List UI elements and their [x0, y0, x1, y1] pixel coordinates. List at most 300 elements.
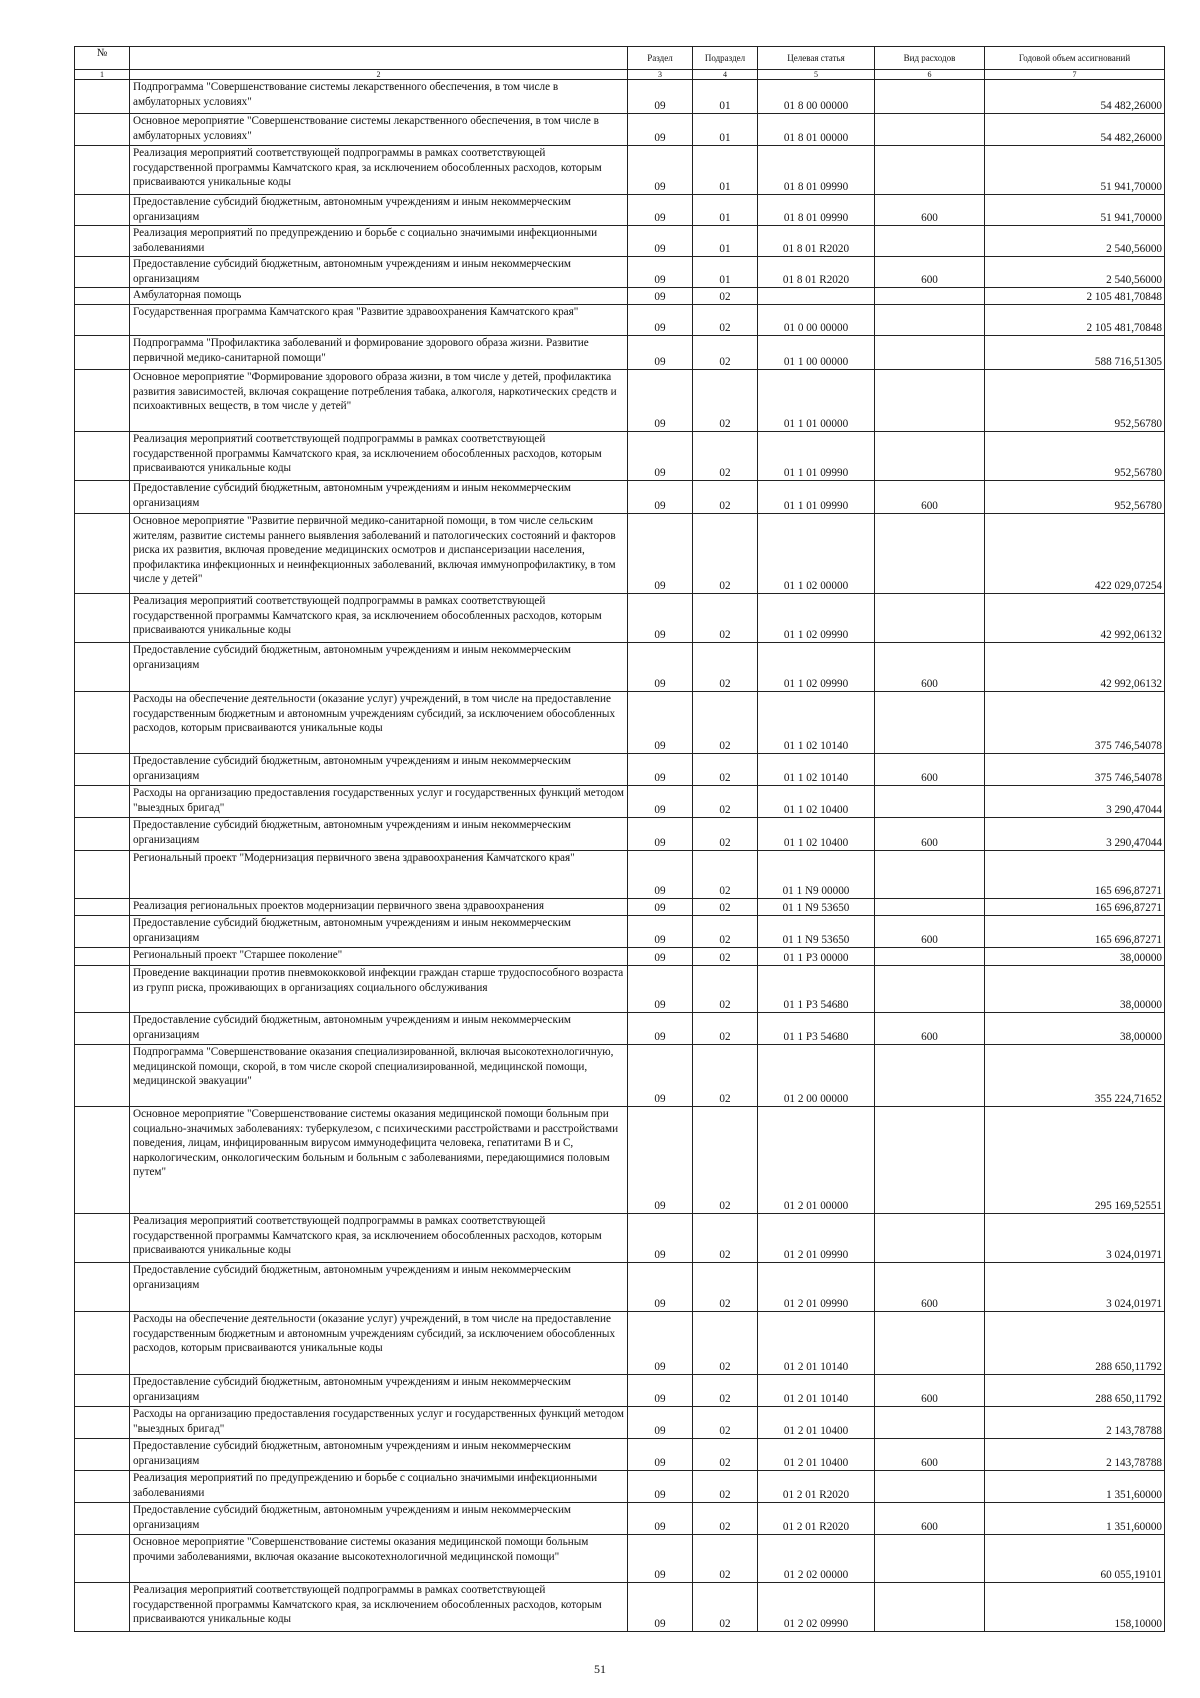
row-number-cell	[75, 899, 130, 916]
subsection-code: 02	[693, 692, 758, 754]
item-name: Подпрограмма "Совершенствование системы лекарственного обеспечения, в том числе в амбулаторных условиях"	[130, 80, 628, 114]
target-article-code: 01 2 01 10400	[758, 1439, 875, 1471]
table-row	[75, 514, 1165, 594]
row-number-cell	[75, 1535, 130, 1583]
expense-type-code	[875, 336, 985, 370]
amount-value: 51 941,70000	[985, 146, 1165, 195]
section-code: 09	[628, 1375, 693, 1407]
item-name: Предоставление субсидий бюджетным, автономным учреждениям и иным некоммерческим организациям	[130, 754, 628, 786]
item-name: Предоставление субсидий бюджетным, автономным учреждениям и иным некоммерческим организациям	[130, 1013, 628, 1045]
amount-value: 1 351,60000	[985, 1471, 1165, 1503]
row-number-cell	[75, 594, 130, 643]
target-article-code: 01 1 N9 53650	[758, 916, 875, 948]
section-code: 09	[628, 146, 693, 195]
row-number-cell	[75, 818, 130, 851]
expense-type-code	[875, 432, 985, 481]
subsection-code: 02	[693, 336, 758, 370]
row-number-cell	[75, 786, 130, 818]
subsection-code: 02	[693, 916, 758, 948]
table-row	[75, 1312, 1165, 1375]
item-name: Предоставление субсидий бюджетным, автономным учреждениям и иным некоммерческим организациям	[130, 1503, 628, 1535]
amount-value: 38,00000	[985, 1013, 1165, 1045]
section-code: 09	[628, 851, 693, 899]
column-number: 5	[758, 70, 875, 80]
column-number: 6	[875, 70, 985, 80]
item-name: Реализация региональных проектов модернизации первичного звена здравоохранения	[130, 899, 628, 916]
row-number-cell	[75, 114, 130, 146]
amount-value: 3 290,47044	[985, 818, 1165, 851]
subsection-code: 01	[693, 195, 758, 226]
table-row	[75, 432, 1165, 481]
column-number-row	[75, 70, 1165, 80]
table-row	[75, 1407, 1165, 1439]
expense-type-code: 600	[875, 1013, 985, 1045]
expense-type-code: 600	[875, 916, 985, 948]
item-name: Амбулаторная помощь	[130, 288, 628, 305]
row-number-cell	[75, 1407, 130, 1439]
target-article-code: 01 8 01 09990	[758, 195, 875, 226]
subsection-code: 02	[693, 754, 758, 786]
subsection-code: 02	[693, 1503, 758, 1535]
section-code: 09	[628, 1263, 693, 1312]
subsection-code: 02	[693, 594, 758, 643]
expense-type-code: 600	[875, 195, 985, 226]
subsection-code: 02	[693, 1214, 758, 1263]
table-row	[75, 692, 1165, 754]
amount-value: 288 650,11792	[985, 1375, 1165, 1407]
table-row	[75, 899, 1165, 916]
subsection-code: 02	[693, 786, 758, 818]
row-number-cell	[75, 916, 130, 948]
subsection-code: 01	[693, 257, 758, 288]
section-code: 09	[628, 80, 693, 114]
item-name: Подпрограмма "Профилактика заболеваний и формирование здорового образа жизни. Развитие первичной медико-санитарной помощи"	[130, 336, 628, 370]
amount-value: 355 224,71652	[985, 1045, 1165, 1107]
amount-value: 2 143,78788	[985, 1439, 1165, 1471]
item-name: Предоставление субсидий бюджетным, автономным учреждениям и иным некоммерческим организациям	[130, 1375, 628, 1407]
expense-type-code	[875, 899, 985, 916]
item-name: Предоставление субсидий бюджетным, автономным учреждениям и иным некоммерческим организациям	[130, 257, 628, 288]
row-number-cell	[75, 195, 130, 226]
row-number-cell	[75, 643, 130, 692]
item-name: Предоставление субсидий бюджетным, автономным учреждениям и иным некоммерческим организациям	[130, 643, 628, 692]
amount-value: 3 024,01971	[985, 1214, 1165, 1263]
amount-value: 295 169,52551	[985, 1107, 1165, 1214]
subsection-code: 02	[693, 1439, 758, 1471]
table-row	[75, 1013, 1165, 1045]
subsection-code: 02	[693, 1107, 758, 1214]
target-article-code: 01 1 02 00000	[758, 514, 875, 594]
table-row	[75, 1439, 1165, 1471]
item-name: Реализация мероприятий по предупреждению и борьбе с социально значимыми инфекционными заболеваниями	[130, 1471, 628, 1503]
expense-type-code: 600	[875, 1503, 985, 1535]
section-code: 09	[628, 305, 693, 336]
row-number-cell	[75, 146, 130, 195]
amount-value: 165 696,87271	[985, 899, 1165, 916]
expense-type-code	[875, 1214, 985, 1263]
expense-type-code	[875, 594, 985, 643]
table-row	[75, 226, 1165, 257]
table-row	[75, 594, 1165, 643]
expense-type-code	[875, 948, 985, 966]
item-name: Подпрограмма "Совершенствование оказания специализированной, включая высокотехнологичную, медицинской помощи, скорой, в том числе скорой специализированной, медицинской помощи, медицинской эвакуации"	[130, 1045, 628, 1107]
item-name: Реализация мероприятий соответствующей подпрограммы в рамках соответствующей государственной программы Камчатского края, за исключением обособленных расходов, которым присваиваются уникальные коды	[130, 1214, 628, 1263]
column-number: 4	[693, 70, 758, 80]
item-name: Основное мероприятие "Совершенствование системы лекарственного обеспечения, в том числе в амбулаторных условиях"	[130, 114, 628, 146]
section-code: 09	[628, 692, 693, 754]
amount-value: 54 482,26000	[985, 80, 1165, 114]
table-row	[75, 1535, 1165, 1583]
section-code: 09	[628, 1471, 693, 1503]
target-article-code: 01 1 02 10140	[758, 754, 875, 786]
target-article-code: 01 2 01 09990	[758, 1263, 875, 1312]
target-article-code: 01 1 P3 00000	[758, 948, 875, 966]
column-number: 1	[75, 70, 130, 80]
item-name: Расходы на обеспечение деятельности (оказание услуг) учреждений, в том числе на предоставление государственным бюджетным и автономным учреждениям субсидий, за исключением обособленных расходов, которым присваиваются уникальные коды	[130, 692, 628, 754]
expense-type-code	[875, 1583, 985, 1632]
table-row	[75, 370, 1165, 432]
row-number-cell	[75, 432, 130, 481]
table-row	[75, 851, 1165, 899]
amount-value: 42 992,06132	[985, 594, 1165, 643]
table-row	[75, 1214, 1165, 1263]
section-code: 09	[628, 514, 693, 594]
amount-value: 2 105 481,70848	[985, 288, 1165, 305]
name-column-header	[130, 47, 628, 70]
row-number-cell	[75, 370, 130, 432]
target-article-code: 01 2 01 09990	[758, 1214, 875, 1263]
expense-type-column-header: Вид расходов	[875, 47, 985, 70]
table-row	[75, 1471, 1165, 1503]
section-code: 09	[628, 257, 693, 288]
item-name: Региональный проект "Старшее поколение"	[130, 948, 628, 966]
table-row	[75, 1503, 1165, 1535]
target-article-code: 01 1 P3 54680	[758, 1013, 875, 1045]
target-article-code: 01 1 01 09990	[758, 432, 875, 481]
item-name: Предоставление субсидий бюджетным, автономным учреждениям и иным некоммерческим организациям	[130, 1439, 628, 1471]
expense-type-code: 600	[875, 643, 985, 692]
row-number-cell	[75, 1045, 130, 1107]
subsection-code: 01	[693, 80, 758, 114]
target-article-code: 01 1 P3 54680	[758, 966, 875, 1013]
amount-value: 375 746,54078	[985, 692, 1165, 754]
expense-type-code: 600	[875, 1375, 985, 1407]
subsection-code: 02	[693, 288, 758, 305]
table-row	[75, 195, 1165, 226]
amount-value: 422 029,07254	[985, 514, 1165, 594]
subsection-code: 02	[693, 851, 758, 899]
item-name: Реализация мероприятий соответствующей подпрограммы в рамках соответствующей государственной программы Камчатского края, за исключением обособленных расходов, которым присваиваются уникальные коды	[130, 594, 628, 643]
section-code: 09	[628, 786, 693, 818]
table-row	[75, 305, 1165, 336]
target-article-code: 01 2 00 00000	[758, 1045, 875, 1107]
column-number: 3	[628, 70, 693, 80]
section-code: 09	[628, 966, 693, 1013]
amount-value: 952,56780	[985, 432, 1165, 481]
item-name: Реализация мероприятий соответствующей подпрограммы в рамках соответствующей государственной программы Камчатского края, за исключением обособленных расходов, которым присваиваются уникальные коды	[130, 1583, 628, 1632]
expense-type-code	[875, 370, 985, 432]
item-name: Проведение вакцинации против пневмококковой инфекции граждан старше трудоспособного возраста из групп риска, проживающих в организациях социального обслуживания	[130, 966, 628, 1013]
section-code: 09	[628, 1583, 693, 1632]
subsection-code: 01	[693, 226, 758, 257]
expense-type-code	[875, 114, 985, 146]
section-code: 09	[628, 1013, 693, 1045]
page-number: 51	[594, 1662, 606, 1676]
amount-value: 165 696,87271	[985, 916, 1165, 948]
subsection-code: 02	[693, 1471, 758, 1503]
target-article-code: 01 1 N9 53650	[758, 899, 875, 916]
item-name: Региональный проект "Модернизация первичного звена здравоохранения Камчатского края"	[130, 851, 628, 899]
expense-type-code	[875, 1312, 985, 1375]
amount-value: 2 540,56000	[985, 257, 1165, 288]
item-name: Реализация мероприятий соответствующей подпрограммы в рамках соответствующей государственной программы Камчатского края, за исключением обособленных расходов, которым присваиваются уникальные коды	[130, 432, 628, 481]
column-number: 7	[985, 70, 1165, 80]
section-code: 09	[628, 1107, 693, 1214]
target-article-column-header: Целевая статья	[758, 47, 875, 70]
item-name: Расходы на организацию предоставления государственных услуг и государственных функций методом "выездных бригад"	[130, 1407, 628, 1439]
table-row	[75, 288, 1165, 305]
row-number-cell	[75, 1375, 130, 1407]
amount-value: 38,00000	[985, 966, 1165, 1013]
expense-type-code	[875, 786, 985, 818]
subsection-code: 02	[693, 1583, 758, 1632]
table-row	[75, 916, 1165, 948]
amount-value: 588 716,51305	[985, 336, 1165, 370]
target-article-code: 01 2 02 09990	[758, 1583, 875, 1632]
item-name: Предоставление субсидий бюджетным, автономным учреждениям и иным некоммерческим организациям	[130, 1263, 628, 1312]
table-row	[75, 114, 1165, 146]
target-article-code: 01 0 00 00000	[758, 305, 875, 336]
row-number-cell	[75, 1583, 130, 1632]
table-row	[75, 948, 1165, 966]
subsection-code: 02	[693, 1407, 758, 1439]
expense-type-code	[875, 1471, 985, 1503]
subsection-code: 02	[693, 1535, 758, 1583]
item-name: Основное мероприятие "Совершенствование системы оказания медицинской помощи больным при социально-значимых заболеваниях: туберкулезом, с психическими расстройствами и расстройствами поведения, лицам, инфицированным вирусом иммунодефицита человека, гепатитами В и С, наркологическим, онкологическим больным и больным с заболеваниями, передающимися половым путем"	[130, 1107, 628, 1214]
row-number-cell	[75, 80, 130, 114]
section-column-header: Раздел	[628, 47, 693, 70]
section-code: 09	[628, 336, 693, 370]
table-row	[75, 1263, 1165, 1312]
amount-value: 2 540,56000	[985, 226, 1165, 257]
table-row	[75, 257, 1165, 288]
row-number-cell	[75, 1503, 130, 1535]
expense-type-code	[875, 226, 985, 257]
section-code: 09	[628, 643, 693, 692]
expense-type-code	[875, 305, 985, 336]
amount-value: 3 290,47044	[985, 786, 1165, 818]
subsection-code: 02	[693, 1312, 758, 1375]
table-row	[75, 1107, 1165, 1214]
table-row	[75, 336, 1165, 370]
subsection-code: 02	[693, 305, 758, 336]
expense-type-code	[875, 966, 985, 1013]
subsection-code: 01	[693, 114, 758, 146]
target-article-code: 01 1 00 00000	[758, 336, 875, 370]
target-article-code: 01 1 02 10400	[758, 786, 875, 818]
row-number-cell	[75, 288, 130, 305]
target-article-code: 01 1 02 09990	[758, 594, 875, 643]
expense-type-code	[875, 514, 985, 594]
expense-type-code	[875, 692, 985, 754]
item-name: Предоставление субсидий бюджетным, автономным учреждениям и иным некоммерческим организациям	[130, 916, 628, 948]
item-name: Государственная программа Камчатского края "Развитие здравоохранения Камчатского края"	[130, 305, 628, 336]
expense-type-code	[875, 1045, 985, 1107]
expense-type-code	[875, 146, 985, 195]
row-number-cell	[75, 851, 130, 899]
amount-value: 60 055,19101	[985, 1535, 1165, 1583]
section-code: 09	[628, 1312, 693, 1375]
section-code: 09	[628, 594, 693, 643]
expense-type-code: 600	[875, 1439, 985, 1471]
subsection-code: 01	[693, 146, 758, 195]
subsection-code: 02	[693, 1375, 758, 1407]
section-code: 09	[628, 1045, 693, 1107]
target-article-code: 01 2 01 R2020	[758, 1503, 875, 1535]
section-code: 09	[628, 195, 693, 226]
table-row	[75, 966, 1165, 1013]
row-number-cell	[75, 336, 130, 370]
expense-type-code: 600	[875, 481, 985, 514]
section-code: 09	[628, 226, 693, 257]
section-code: 09	[628, 114, 693, 146]
target-article-code: 01 1 02 10400	[758, 818, 875, 851]
row-number-cell	[75, 1439, 130, 1471]
item-name: Основное мероприятие "Совершенствование системы оказания медицинской помощи больным прочими заболеваниями, включая оказание высокотехнологичной медицинской помощи"	[130, 1535, 628, 1583]
item-name: Предоставление субсидий бюджетным, автономным учреждениям и иным некоммерческим организациям	[130, 481, 628, 514]
amount-value: 42 992,06132	[985, 643, 1165, 692]
row-number-cell	[75, 1107, 130, 1214]
item-name: Расходы на организацию предоставления государственных услуг и государственных функций методом "выездных бригад"	[130, 786, 628, 818]
section-code: 09	[628, 1535, 693, 1583]
subsection-code: 02	[693, 1045, 758, 1107]
expense-type-code	[875, 1107, 985, 1214]
item-name: Основное мероприятие "Формирование здорового образа жизни, в том числе у детей, профилактика развития зависимостей, включая сокращение потребления табака, алкоголя, наркотических средств и психоактивных веществ, в том числе у детей"	[130, 370, 628, 432]
section-code: 09	[628, 432, 693, 481]
amount-value: 952,56780	[985, 481, 1165, 514]
row-number-cell	[75, 226, 130, 257]
table-row	[75, 786, 1165, 818]
target-article-code: 01 2 01 00000	[758, 1107, 875, 1214]
row-number-cell	[75, 1013, 130, 1045]
row-number-cell	[75, 481, 130, 514]
row-number-cell	[75, 948, 130, 966]
row-number-cell	[75, 692, 130, 754]
table-row	[75, 754, 1165, 786]
table-row	[75, 80, 1165, 114]
row-number-cell	[75, 257, 130, 288]
table-row	[75, 481, 1165, 514]
subsection-code: 02	[693, 899, 758, 916]
expense-type-code	[875, 80, 985, 114]
amount-value: 51 941,70000	[985, 195, 1165, 226]
subsection-column-header: Подраздел	[693, 47, 758, 70]
amount-value: 38,00000	[985, 948, 1165, 966]
expense-type-code	[875, 851, 985, 899]
subsection-code: 02	[693, 481, 758, 514]
item-name: Предоставление субсидий бюджетным, автономным учреждениям и иным некоммерческим организациям	[130, 195, 628, 226]
section-code: 09	[628, 916, 693, 948]
section-code: 09	[628, 818, 693, 851]
subsection-code: 02	[693, 432, 758, 481]
section-code: 09	[628, 754, 693, 786]
expense-type-code: 600	[875, 257, 985, 288]
annual-amount-column-header: Годовой объем ассигнований	[985, 47, 1165, 70]
row-number-cell	[75, 1263, 130, 1312]
amount-value: 288 650,11792	[985, 1312, 1165, 1375]
section-code: 09	[628, 288, 693, 305]
item-name: Основное мероприятие "Развитие первичной медико-санитарной помощи, в том числе сельским жителям, развитие системы раннего выявления заболеваний и патологических состояний и факторов риска их развития, включая проведение медицинских осмотров и диспансеризации населения, профилактика инфекционных и неинфекционных заболеваний, включая иммунопрофилактику, в том числе у детей"	[130, 514, 628, 594]
target-article-code: 01 8 01 R2020	[758, 226, 875, 257]
table-row	[75, 643, 1165, 692]
subsection-code: 02	[693, 370, 758, 432]
row-number-cell	[75, 514, 130, 594]
target-article-code: 01 2 02 00000	[758, 1535, 875, 1583]
table-body	[75, 80, 1165, 1632]
table-row	[75, 1583, 1165, 1632]
number-column-header: №	[75, 47, 130, 70]
section-code: 09	[628, 948, 693, 966]
column-number: 2	[130, 70, 628, 80]
target-article-code: 01 8 01 R2020	[758, 257, 875, 288]
amount-value: 2 105 481,70848	[985, 305, 1165, 336]
amount-value: 54 482,26000	[985, 114, 1165, 146]
target-article-code: 01 2 01 10140	[758, 1375, 875, 1407]
row-number-cell	[75, 1214, 130, 1263]
target-article-code: 01 1 01 09990	[758, 481, 875, 514]
subsection-code: 02	[693, 643, 758, 692]
amount-value: 2 143,78788	[985, 1407, 1165, 1439]
target-article-code: 01 1 N9 00000	[758, 851, 875, 899]
section-code: 09	[628, 370, 693, 432]
target-article-code: 01 8 01 09990	[758, 146, 875, 195]
amount-value: 952,56780	[985, 370, 1165, 432]
item-name: Предоставление субсидий бюджетным, автономным учреждениям и иным некоммерческим организациям	[130, 818, 628, 851]
table-row	[75, 1375, 1165, 1407]
item-name: Реализация мероприятий по предупреждению и борьбе с социально значимыми инфекционными заболеваниями	[130, 226, 628, 257]
row-number-cell	[75, 1312, 130, 1375]
target-article-code: 01 1 02 10140	[758, 692, 875, 754]
section-code: 09	[628, 1439, 693, 1471]
expense-type-code	[875, 288, 985, 305]
target-article-code: 01 2 01 10400	[758, 1407, 875, 1439]
section-code: 09	[628, 481, 693, 514]
amount-value: 3 024,01971	[985, 1263, 1165, 1312]
expense-type-code	[875, 1535, 985, 1583]
target-article-code	[758, 288, 875, 305]
amount-value: 375 746,54078	[985, 754, 1165, 786]
row-number-cell	[75, 754, 130, 786]
item-name: Расходы на обеспечение деятельности (оказание услуг) учреждений, в том числе на предоставление государственным бюджетным и автономным учреждениям субсидий, за исключением обособленных расходов, которым присваиваются уникальные коды	[130, 1312, 628, 1375]
subsection-code: 02	[693, 514, 758, 594]
table-header	[75, 47, 1165, 80]
table-row	[75, 1045, 1165, 1107]
budget-table	[74, 46, 1165, 1632]
expense-type-code	[875, 1407, 985, 1439]
table-row	[75, 818, 1165, 851]
expense-type-code: 600	[875, 754, 985, 786]
section-code: 09	[628, 1407, 693, 1439]
target-article-code: 01 2 01 10140	[758, 1312, 875, 1375]
subsection-code: 02	[693, 966, 758, 1013]
subsection-code: 02	[693, 1013, 758, 1045]
item-name: Реализация мероприятий соответствующей подпрограммы в рамках соответствующей государственной программы Камчатского края, за исключением обособленных расходов, которым присваиваются уникальные коды	[130, 146, 628, 195]
amount-value: 158,10000	[985, 1583, 1165, 1632]
target-article-code: 01 8 01 00000	[758, 114, 875, 146]
amount-value: 1 351,60000	[985, 1503, 1165, 1535]
row-number-cell	[75, 966, 130, 1013]
expense-type-code: 600	[875, 818, 985, 851]
